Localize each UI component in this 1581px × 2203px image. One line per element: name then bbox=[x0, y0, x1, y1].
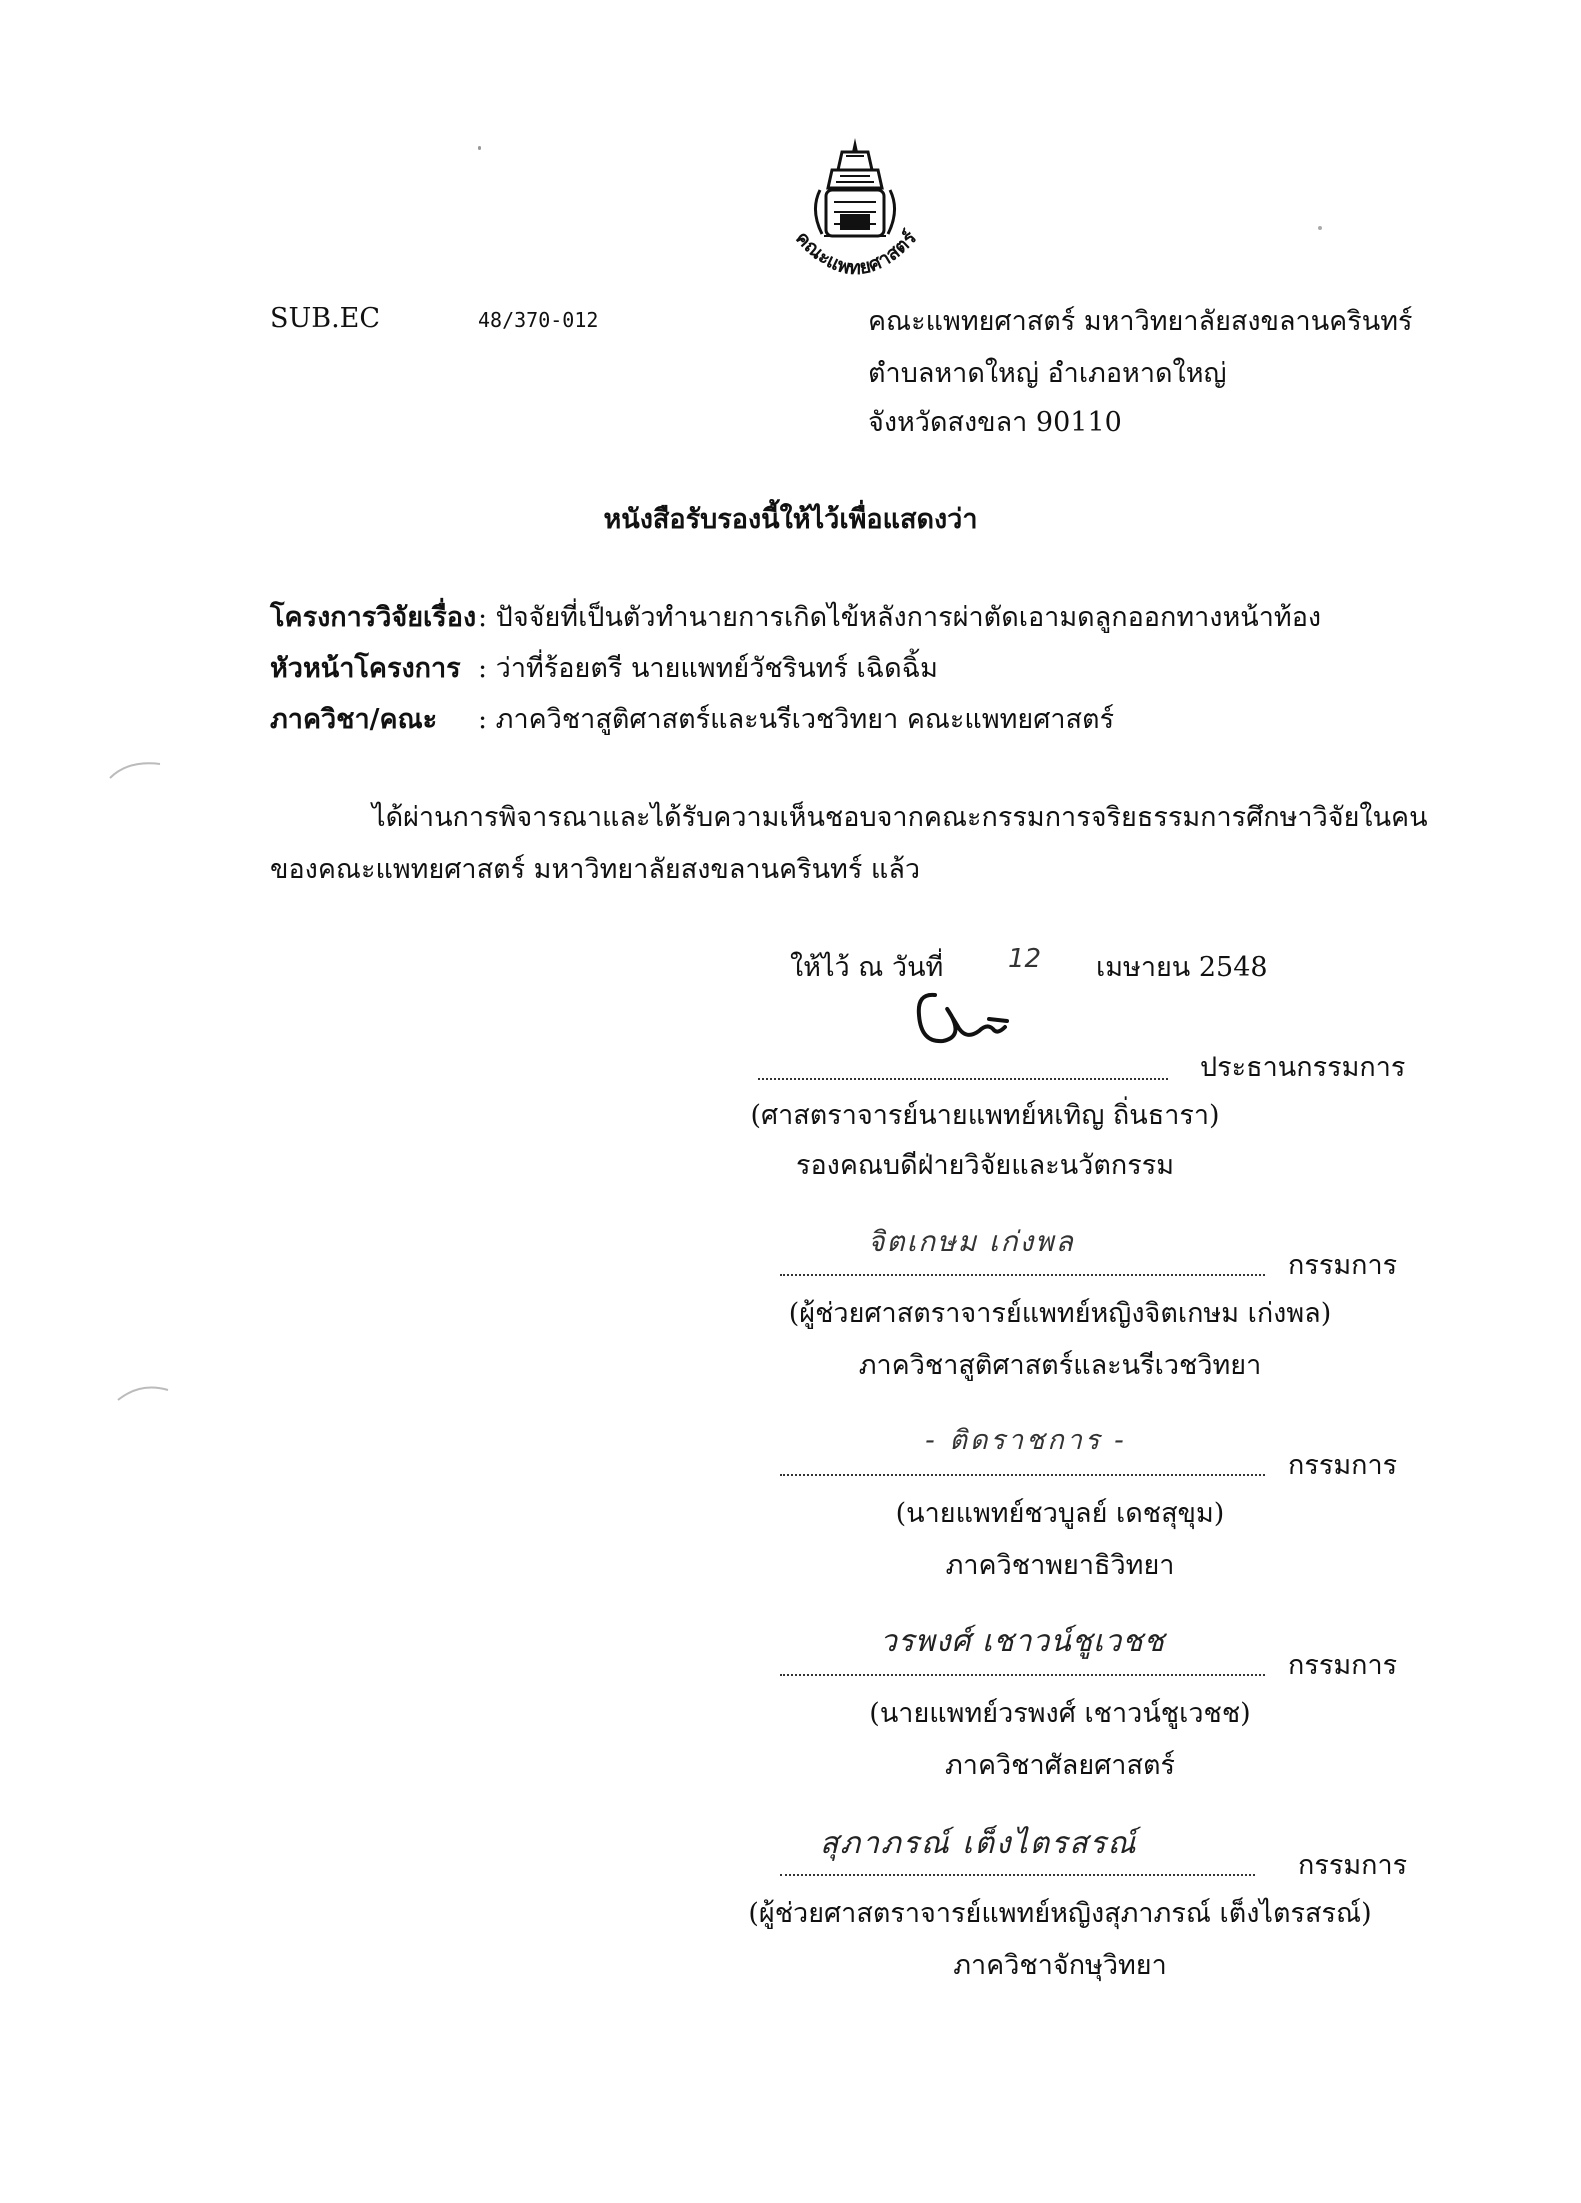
address-line: คณะแพทยศาสตร์ มหาวิทยาลัยสงขลานครินทร์ bbox=[868, 306, 1413, 337]
detail-value-head: : ว่าที่ร้อยตรี นายแพทย์วัชรินทร์ เฉิดฉิ้ม bbox=[478, 653, 938, 684]
signatory-position: ภาควิชาสูติศาสตร์และนรีเวชวิทยา bbox=[858, 1350, 1262, 1381]
signature-handwritten: - ติดราชการ - bbox=[925, 1425, 1127, 1456]
signatory-name: (ศาสตราจารย์นายแพทย์หเทิญ ถิ่นธารา) bbox=[750, 1100, 1220, 1131]
signatory-role: กรรมการ bbox=[1288, 1250, 1398, 1281]
address-line: ตำบลหาดใหญ่ อำเภอหาดใหญ่ bbox=[868, 358, 1227, 389]
signature-line bbox=[780, 1874, 1255, 1876]
signature-line bbox=[758, 1078, 1168, 1080]
signatory-position: ภาควิชาพยาธิวิทยา bbox=[945, 1550, 1175, 1581]
detail-label-project: โครงการวิจัยเรื่อง bbox=[270, 602, 477, 633]
certificate-title: หนังสือรับรองนี้ให้ไว้เพื่อแสดงว่า bbox=[603, 504, 978, 535]
detail-value-project: : ปัจจัยที่เป็นตัวทำนายการเกิดไข้หลังการผ่าตัดเอามดลูกออกทางหน้าท้อง bbox=[478, 602, 1322, 633]
scan-crease bbox=[116, 1380, 176, 1410]
signatory-role: กรรมการ bbox=[1288, 1650, 1398, 1681]
detail-label-head: หัวหน้าโครงการ bbox=[270, 653, 461, 684]
reference-code: SUB.EC bbox=[270, 303, 381, 334]
signature-line bbox=[780, 1674, 1265, 1676]
logo-arc-text bbox=[780, 130, 930, 300]
body-paragraph-line: ของคณะแพทยศาสตร์ มหาวิทยาลัยสงขลานครินทร์ แล้ว bbox=[270, 854, 921, 885]
signatory-name: (ผู้ช่วยศาสตราจารย์แพทย์หญิงจิตเกษม เก่งพล) bbox=[788, 1298, 1332, 1329]
date-prefix: ให้ไว้ ณ วันที่ bbox=[790, 952, 944, 983]
signatory-position: รองคณบดีฝ่ายวิจัยและนวัตกรรม bbox=[795, 1150, 1175, 1181]
reference-number: 48/370-012 bbox=[478, 308, 599, 332]
signature-handwritten: จิตเกษม เก่งพล bbox=[868, 1225, 1075, 1258]
detail-value-department: : ภาควิชาสูติศาสตร์และนรีเวชวิทยา คณะแพทยศาสตร์ bbox=[478, 704, 1115, 735]
signature-line bbox=[780, 1274, 1265, 1276]
svg-text:คณะแพทยศาสตร์: คณะแพทยศาสตร์ bbox=[791, 226, 921, 280]
signatory-name: (นายแพทย์วรพงศ์ เชาวน์ชูเวชช) bbox=[869, 1698, 1251, 1729]
address-line: จังหวัดสงขลา 90110 bbox=[868, 407, 1122, 438]
signatory-role: ประธานกรรมการ bbox=[1200, 1052, 1406, 1083]
signature-line bbox=[780, 1474, 1265, 1476]
scan-crease bbox=[108, 756, 168, 786]
signatory-position: ภาควิชาจักษุวิทยา bbox=[953, 1950, 1167, 1981]
signatory-position: ภาควิชาศัลยศาสตร์ bbox=[945, 1750, 1175, 1781]
signatory-role: กรรมการ bbox=[1288, 1450, 1398, 1481]
body-paragraph-line: ได้ผ่านการพิจารณาและได้รับความเห็นชอบจากคณะกรรมการจริยธรรมการศึกษาวิจัยในคน bbox=[372, 802, 1428, 833]
signature-handwritten: วรพงศ์ เชาวน์ชูเวชช bbox=[880, 1624, 1165, 1659]
signature-chairman bbox=[905, 985, 1025, 1059]
signatory-name: (ผู้ช่วยศาสตราจารย์แพทย์หญิงสุภาภรณ์ เต็งไตรสรณ์) bbox=[748, 1898, 1372, 1929]
signatory-name: (นายแพทย์ชวบูลย์ เดชสุขุม) bbox=[895, 1498, 1225, 1529]
signatory-role: กรรมการ bbox=[1298, 1850, 1408, 1881]
scan-mark bbox=[478, 146, 481, 150]
date-month-year: เมษายน 2548 bbox=[1096, 952, 1268, 983]
date-day-handwritten: 12 bbox=[1008, 944, 1042, 974]
scan-mark bbox=[1318, 226, 1322, 230]
faculty-logo bbox=[780, 130, 930, 300]
detail-label-department: ภาควิชา/คณะ bbox=[270, 704, 438, 735]
signature-handwritten: สุภาภรณ์ เต็งไตรสรณ์ bbox=[820, 1826, 1138, 1861]
